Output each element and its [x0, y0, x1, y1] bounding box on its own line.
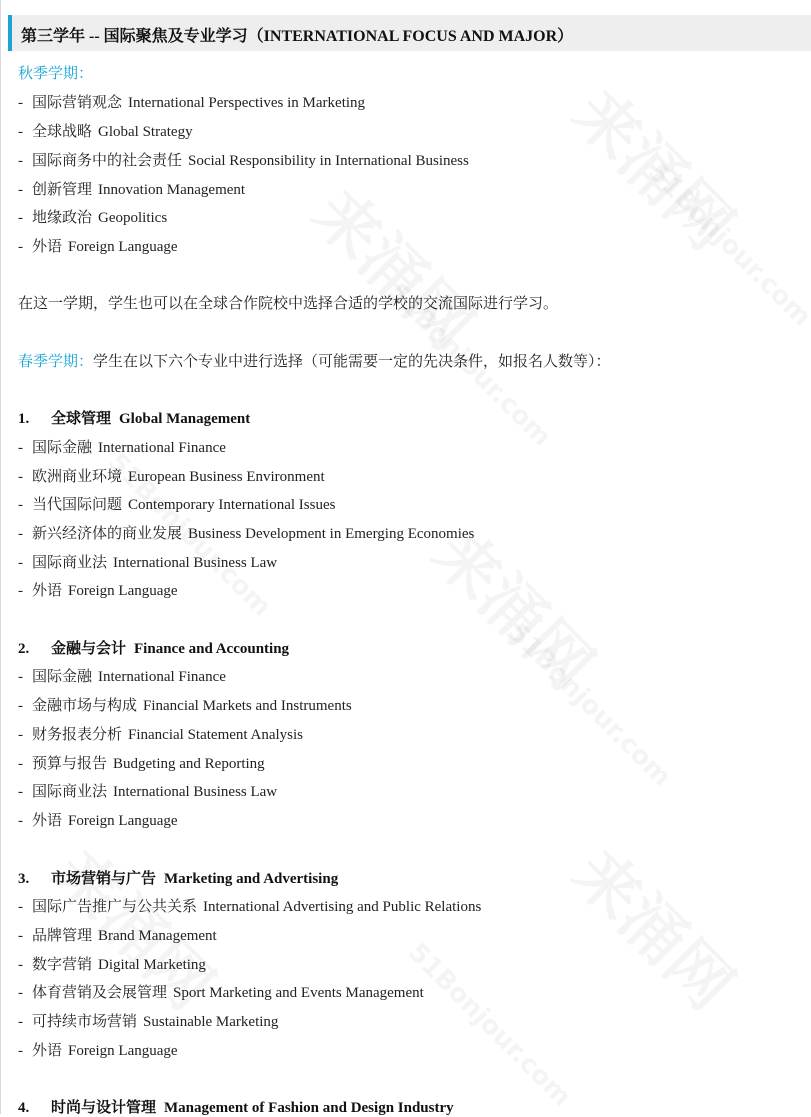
course-item: - 国际金融 International Finance [18, 669, 226, 685]
course-item: - 全球战略 Global Strategy [18, 124, 193, 140]
course-item: - 可持续市场营销 Sustainable Marketing [18, 1014, 279, 1030]
watermark-cn [557, 826, 758, 1027]
course-item: - 国际商业法 International Business Law [18, 784, 278, 800]
watermark-en [642, 158, 811, 333]
course-item: - 国际营销观念 International Perspectives in Marketing [18, 95, 366, 111]
major-title: 1. 全球管理 Global Management [18, 411, 251, 427]
section-header [8, 15, 811, 51]
course-item: - 国际商业法 International Business Law [18, 555, 278, 571]
course-item: - 外语 Foreign Language [18, 583, 178, 599]
course-item: - 国际金融 International Finance [18, 440, 226, 456]
course-item: - 国际广告推广与公共关系 International Advertising and Public Relations [18, 899, 482, 915]
major-title: 3. 市场营销与广告 Marketing and Advertising [18, 871, 339, 887]
course-item: - 预算与报告 Budgeting and Reporting [18, 756, 265, 772]
spring-intro [18, 350, 611, 371]
spring-label: 春季学期： [18, 354, 94, 370]
course-item: - 当代国际问题 Contemporary International Issues [18, 497, 336, 513]
course-item: - 金融市场与构成 Financial Markets and Instruments [18, 698, 352, 714]
course-item: - 体育营销及会展管理 Sport Marketing and Events Management [18, 985, 424, 1001]
course-item: - 国际商务中的社会责任 Social Responsibility in International Business [18, 153, 469, 169]
autumn-label: 秋季学期： [18, 66, 94, 82]
watermark-en [502, 618, 677, 793]
course-item: - 地缘政治 Geopolitics [18, 210, 168, 226]
spring-text: 学生在以下六个专业中进行选择（可能需要一定的先决条件，如报名人数等）： [93, 354, 611, 370]
course-item: - 新兴经济体的商业发展 Business Development in Emerging Economies [18, 526, 475, 542]
course-item: - 数字营销 Digital Marketing [18, 957, 206, 973]
watermark-en [402, 938, 577, 1113]
major-title: 2. 金融与会计 Finance and Accounting [18, 641, 290, 657]
exchange-note: 在这一学期，学生也可以在全球合作院校中选择合适的学校的交流国际进行学习。 [18, 296, 559, 312]
course-item: - 财务报表分析 Financial Statement Analysis [18, 727, 303, 743]
major-title: 4. 时尚与设计管理 Management of Fashion and Design Industry [18, 1100, 454, 1116]
section-title: 第三学年 -- 国际聚焦及专业学习（INTERNATIONAL FOCUS AND MAJOR） [21, 28, 574, 45]
course-item: - 创新管理 Innovation Management [18, 182, 246, 198]
course-item: - 欧洲商业环境 European Business Environment [18, 469, 325, 485]
course-item: - 外语 Foreign Language [18, 239, 178, 255]
course-item: - 品牌管理 Brand Management [18, 928, 217, 944]
course-item: - 外语 Foreign Language [18, 813, 178, 829]
watermark-cn [297, 166, 498, 367]
watermark-cn [557, 66, 758, 267]
course-item: - 外语 Foreign Language [18, 1043, 178, 1059]
